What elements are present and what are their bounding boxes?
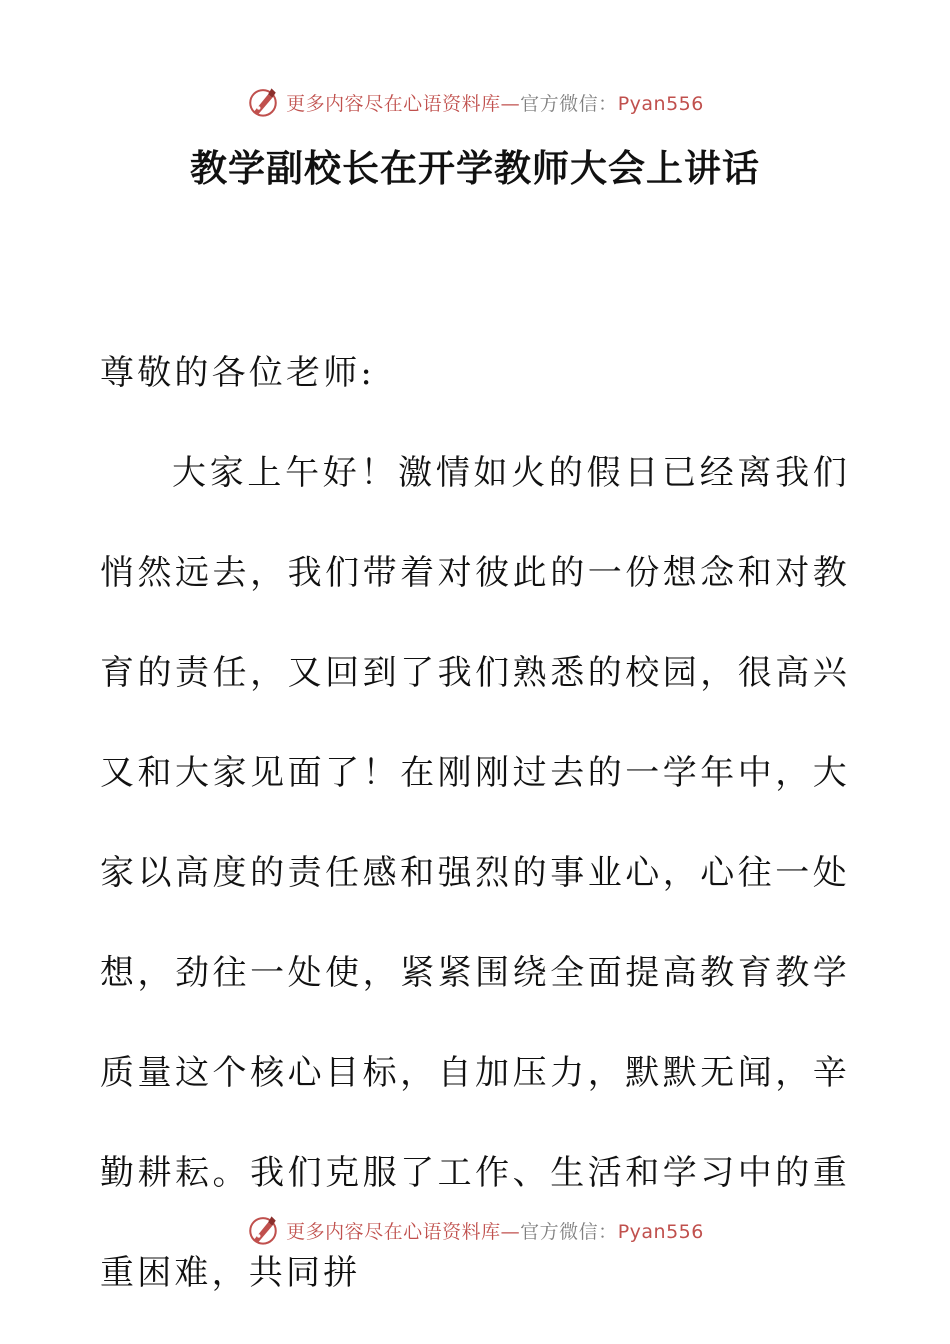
document-title: 教学副校长在开学教师大会上讲话 — [190, 146, 760, 190]
watermark-text — [286, 89, 704, 116]
body-paragraph: 大家上午好！激情如火的假日已经离我们悄然远去，我们带着对彼此的一份想念和对教育的责任，又回到了我们熟悉的校园，很高兴又和大家见面了！在刚刚过去的一学年中，大家以高度的责任感和强烈的事业心，心往一处想，劲往一处使，紧紧围绕全面提高教育教学质量这个核心目标，自加压力，默默无闻，辛勤耕耘。我们克服了工作、生活和学习中的重重困难，共同拼 — [100, 453, 850, 1293]
watermark-wechat-id: Pyan556 — [617, 1220, 704, 1243]
watermark-main-text: 更多内容尽在心语资料库 — [286, 1220, 501, 1243]
document-body — [100, 323, 850, 1323]
watermark-wechat-label: 官方微信： — [520, 92, 618, 115]
watermark-main-text: 更多内容尽在心语资料库 — [286, 92, 501, 115]
pen-nib-seal-icon — [246, 1213, 280, 1247]
pen-nib-seal-icon — [246, 85, 280, 119]
header-watermark-banner — [0, 80, 950, 124]
watermark-separator: — — [500, 92, 521, 115]
salutation: 尊敬的各位老师: — [100, 353, 376, 393]
watermark-wechat-id: Pyan556 — [617, 92, 704, 115]
watermark-wechat-label: 官方微信： — [520, 1220, 618, 1243]
footer-watermark-banner — [0, 1208, 950, 1252]
watermark-separator: — — [500, 1220, 521, 1243]
watermark-text — [286, 1217, 704, 1244]
